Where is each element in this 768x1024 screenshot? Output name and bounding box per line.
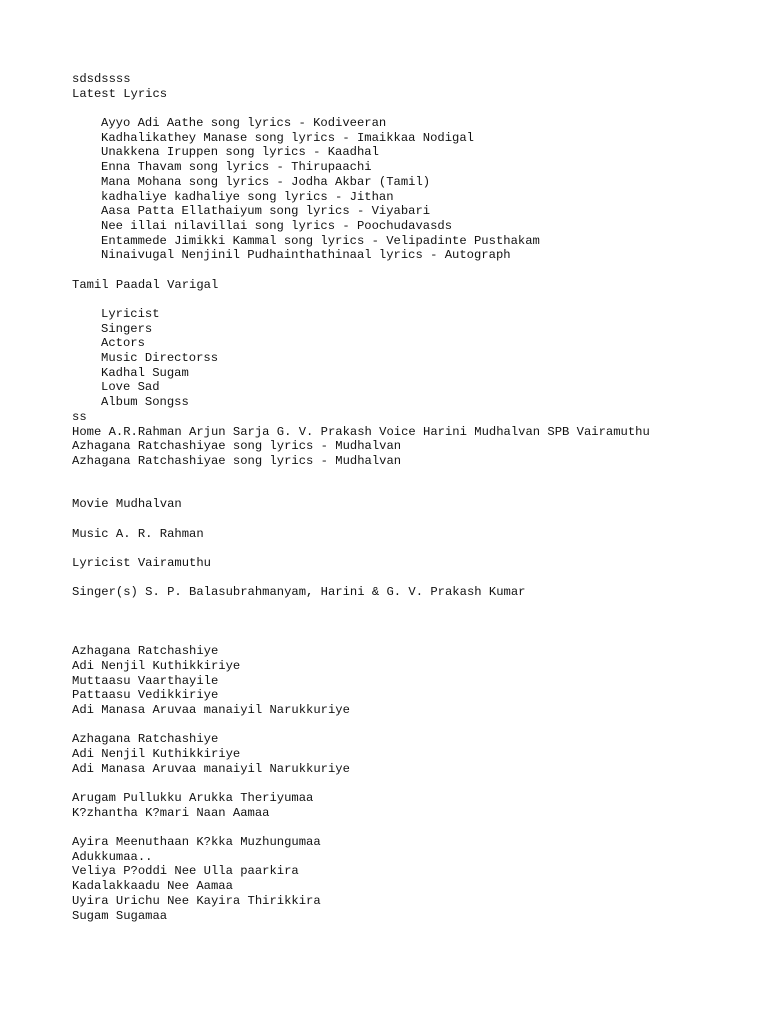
stanza xyxy=(72,644,752,717)
category-link-lyricist[interactable]: Lyricist xyxy=(101,307,160,321)
site-name[interactable]: sdsdssss xyxy=(72,72,131,86)
lyric-line: Adi Nenjil Kuthikkiriye xyxy=(72,658,241,673)
lyric-line: Azhagana Ratchashiye xyxy=(72,644,219,659)
latest-lyrics-link[interactable]: Nee illai nilavillai song lyrics - Poochudavasds xyxy=(101,218,453,233)
meta-music: Music A. R. Rahman xyxy=(72,526,204,541)
lyric-line: Adi Manasa Aruvaa manaiyil Narukkuriye xyxy=(72,702,350,717)
latest-lyrics-link[interactable]: Entammede Jimikki Kammal song lyrics - Velipadinte Pusthakam xyxy=(101,233,540,248)
latest-lyrics-link[interactable]: Unakkena Iruppen song lyrics - Kaadhal xyxy=(101,145,379,160)
song-meta xyxy=(72,497,752,600)
lyric-line: Sugam Sugamaa xyxy=(72,908,168,923)
lyric-line: Ayira Meenuthaan K?kka Muzhungumaa xyxy=(72,835,321,850)
stanza xyxy=(72,791,752,820)
latest-lyrics-link[interactable]: Mana Mohana song lyrics - Jodha Akbar (Tamil) xyxy=(101,174,431,189)
stanza xyxy=(72,835,752,923)
lyric-line: Azhagana Ratchashiye xyxy=(72,732,219,747)
footer-marker: ss xyxy=(72,409,87,424)
latest-lyrics-link[interactable]: Aasa Patta Ellathaiyum song lyrics - Viyabari xyxy=(101,204,431,219)
categories-heading: Tamil Paadal Varigal xyxy=(72,277,219,292)
category-link-kadhal-sugam[interactable]: Kadhal Sugam xyxy=(101,365,189,380)
latest-lyrics-link[interactable]: Enna Thavam song lyrics - Thirupaachi xyxy=(101,160,372,175)
latest-lyrics-link[interactable]: Ayyo Adi Aathe song lyrics - Kodiveeran xyxy=(101,116,387,131)
latest-lyrics-link[interactable]: Kadhalikathey Manase song lyrics - Imaikkaa Nodigal xyxy=(101,130,474,145)
lyric-line: Muttaasu Vaarthayile xyxy=(72,673,219,688)
category-link-album-songs[interactable]: Album Songss xyxy=(101,395,189,410)
breadcrumb[interactable]: Home A.R.Rahman Arjun Sarja G. V. Prakash Voice Harini Mudhalvan SPB Vairamuthu xyxy=(72,424,650,439)
latest-lyrics-heading: Latest Lyrics xyxy=(72,86,168,101)
lyric-line: Adi Manasa Aruvaa manaiyil Narukkuriye xyxy=(72,761,350,776)
category-link-singers[interactable]: Singers xyxy=(101,321,153,336)
category-link-music-directors[interactable]: Music Directorss xyxy=(101,351,219,366)
latest-lyrics-list xyxy=(72,116,752,263)
lyric-line: Adukkumaa.. xyxy=(72,849,153,864)
lyric-line: Uyira Urichu Nee Kayira Thirikkira xyxy=(72,893,321,908)
lyric-line: Adi Nenjil Kuthikkiriye xyxy=(72,746,241,761)
lyric-line: K?zhantha K?mari Naan Aamaa xyxy=(72,805,270,820)
lyrics-page xyxy=(72,72,752,923)
category-link-love-sad[interactable]: Love Sad xyxy=(101,380,160,395)
stanza xyxy=(72,732,752,776)
post-title-repeat: Azhagana Ratchashiyae song lyrics - Mudhalvan xyxy=(72,453,402,468)
post-title: Azhagana Ratchashiyae song lyrics - Mudhalvan xyxy=(72,439,402,454)
meta-lyricist: Lyricist Vairamuthu xyxy=(72,556,211,570)
meta-movie: Movie Mudhalvan xyxy=(72,497,182,512)
lyrics-body xyxy=(72,644,752,923)
category-link-actors[interactable]: Actors xyxy=(101,336,145,351)
lyric-line: Pattaasu Vedikkiriye xyxy=(72,688,219,703)
latest-lyrics-link[interactable]: kadhaliye kadhaliye song lyrics - Jithan xyxy=(101,189,394,204)
meta-singers: Singer(s) S. P. Balasubrahmanyam, Harini & G. V. Prakash Kumar xyxy=(72,585,526,600)
latest-lyrics-link[interactable]: Ninaivugal Nenjinil Pudhainthathinaal lyrics - Autograph xyxy=(101,248,511,263)
lyric-line: Veliya P?oddi Nee Ulla paarkira xyxy=(72,864,299,879)
lyric-line: Kadalakkaadu Nee Aamaa xyxy=(72,879,233,894)
categories-list xyxy=(72,307,752,410)
lyric-line: Arugam Pullukku Arukka Theriyumaa xyxy=(72,791,314,805)
